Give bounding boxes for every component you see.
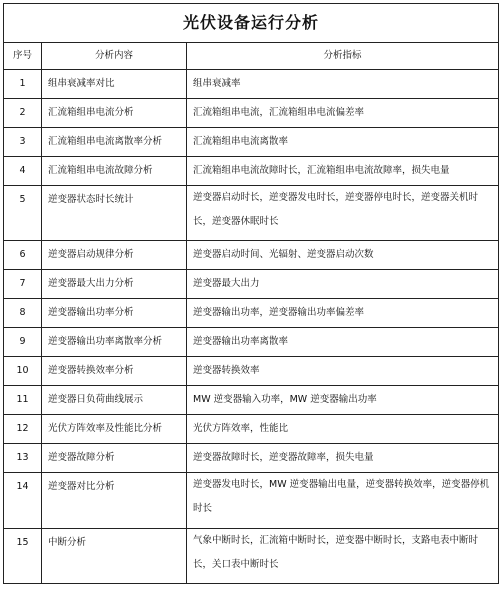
- header-no: 序号: [4, 43, 42, 70]
- row-number: 1: [4, 70, 42, 99]
- row-content: 逆变器最大出力分析: [42, 270, 187, 299]
- row-content: 逆变器对比分析: [42, 473, 187, 529]
- row-number: 6: [4, 241, 42, 270]
- row-metric: 气象中断时长，汇流箱中断时长，逆变器中断时长，支路电表中断时长，关口表中断时长: [187, 529, 499, 584]
- table-row: [4, 128, 499, 157]
- row-metric: 组串衰减率: [187, 70, 499, 99]
- row-number: 10: [4, 357, 42, 386]
- row-number: 3: [4, 128, 42, 157]
- row-metric: 逆变器转换效率: [187, 357, 499, 386]
- row-metric: 逆变器输出功率，逆变器输出功率偏差率: [187, 299, 499, 328]
- row-content: 逆变器启动规律分析: [42, 241, 187, 270]
- row-metric: MW 逆变器输入功率，MW 逆变器输出功率: [187, 386, 499, 415]
- table-row: [4, 299, 499, 328]
- row-content: 汇流箱组串电流离散率分析: [42, 128, 187, 157]
- row-content: 逆变器故障分析: [42, 444, 187, 473]
- table-title: 光伏设备运行分析: [4, 4, 499, 43]
- row-metric: 汇流箱组串电流离散率: [187, 128, 499, 157]
- row-metric: 逆变器发电时长，MW 逆变器输出电量，逆变器转换效率，逆变器停机时长: [187, 473, 499, 529]
- table-row: [4, 270, 499, 299]
- row-metric: 逆变器输出功率离散率: [187, 328, 499, 357]
- table-row: [4, 386, 499, 415]
- row-number: 12: [4, 415, 42, 444]
- row-number: 15: [4, 529, 42, 584]
- table-row: [4, 241, 499, 270]
- row-content: 逆变器输出功率分析: [42, 299, 187, 328]
- row-content: 逆变器转换效率分析: [42, 357, 187, 386]
- row-metric: 逆变器启动时间、光辐射、逆变器启动次数: [187, 241, 499, 270]
- row-number: 2: [4, 99, 42, 128]
- table-row: [4, 70, 499, 99]
- row-content: 汇流箱组串电流分析: [42, 99, 187, 128]
- row-number: 4: [4, 157, 42, 186]
- header-row: [4, 43, 499, 70]
- table-row: [4, 444, 499, 473]
- row-metric: 逆变器故障时长，逆变器故障率，损失电量: [187, 444, 499, 473]
- table-row: [4, 529, 499, 584]
- row-metric: 逆变器启动时长，逆变器发电时长，逆变器停电时长，逆变器关机时长，逆变器休眠时长: [187, 186, 499, 241]
- analysis-table-container: [3, 3, 498, 584]
- table-row: [4, 328, 499, 357]
- row-number: 13: [4, 444, 42, 473]
- row-number: 8: [4, 299, 42, 328]
- row-metric: 汇流箱组串电流，汇流箱组串电流偏差率: [187, 99, 499, 128]
- table-row: [4, 473, 499, 529]
- row-content: 逆变器状态时长统计: [42, 186, 187, 241]
- row-number: 11: [4, 386, 42, 415]
- row-number: 5: [4, 186, 42, 241]
- header-content: 分析内容: [42, 43, 187, 70]
- row-metric: 光伏方阵效率，性能比: [187, 415, 499, 444]
- header-metric: 分析指标: [187, 43, 499, 70]
- table-row: [4, 157, 499, 186]
- table-row: [4, 415, 499, 444]
- row-content: 逆变器日负荷曲线展示: [42, 386, 187, 415]
- row-content: 组串衰减率对比: [42, 70, 187, 99]
- row-content: 光伏方阵效率及性能比分析: [42, 415, 187, 444]
- row-number: 7: [4, 270, 42, 299]
- row-number: 14: [4, 473, 42, 529]
- row-number: 9: [4, 328, 42, 357]
- table-row: [4, 99, 499, 128]
- table-row: [4, 357, 499, 386]
- analysis-table: [3, 3, 499, 584]
- row-content: 汇流箱组串电流故障分析: [42, 157, 187, 186]
- row-content: 逆变器输出功率离散率分析: [42, 328, 187, 357]
- row-content: 中断分析: [42, 529, 187, 584]
- table-row: [4, 186, 499, 241]
- row-metric: 汇流箱组串电流故障时长，汇流箱组串电流故障率，损失电量: [187, 157, 499, 186]
- row-metric: 逆变器最大出力: [187, 270, 499, 299]
- title-row: [4, 4, 499, 43]
